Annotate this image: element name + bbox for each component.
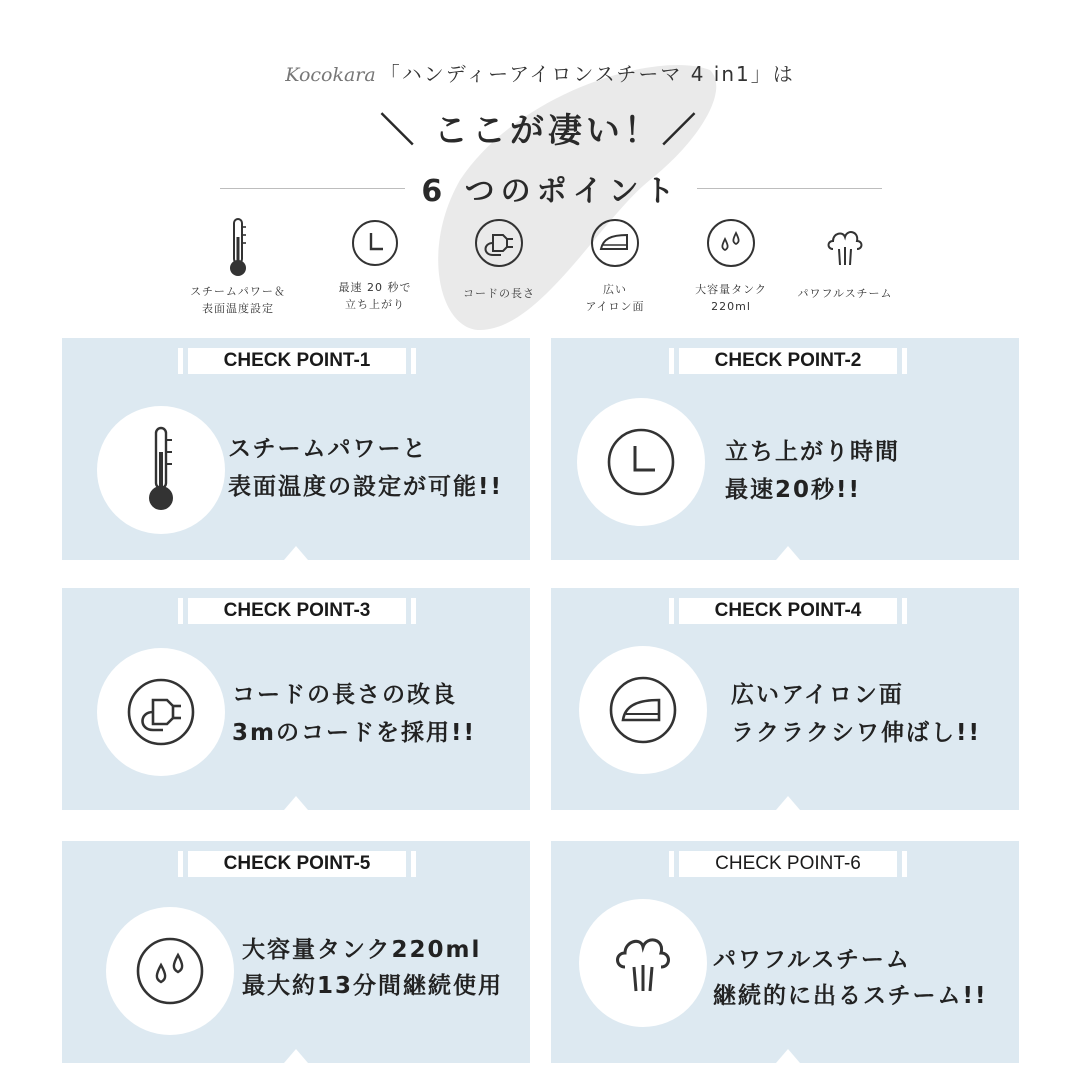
thermometer-icon [210,215,266,279]
clock-icon [347,215,403,279]
feature-label: スチームパワー＆ [190,285,286,298]
check-point-card-3 [62,588,530,810]
icon-circle [579,646,707,774]
feature-label: 表面温度設定 [202,302,274,315]
feature-item-cord [434,215,564,300]
plug-icon [97,648,225,776]
card-text-line: 広いアイロン面 [731,682,904,708]
card-text-line: 表面温度の設定が可能!! [228,474,503,500]
steam-icon [579,899,707,1027]
card-text-line: 最速20秒!! [725,477,861,503]
clock-icon [577,398,705,526]
check-point-badge: CHECK POINT-2 [679,348,897,374]
check-point-card-5 [62,841,530,1063]
divider-right [697,188,882,189]
feature-item-steam-power [173,215,303,315]
water-drops-icon [703,215,759,279]
card-notch [776,796,800,810]
card-notch [284,796,308,810]
points-title: 6 つのポイント [421,174,681,209]
check-point-card-1 [62,338,530,560]
card-notch [284,546,308,560]
card-text-line: 3mのコードを採用!! [232,720,476,746]
icon-circle [579,899,707,1027]
feature-item-tank [666,215,796,313]
brand-logo: Kocokara [285,64,376,86]
feature-label: コードの長さ [463,287,535,300]
feature-label: アイロン面 [585,300,645,313]
check-point-badge: CHECK POINT-5 [188,851,406,877]
icon-circle [97,406,225,534]
feature-label: 大容量タンク [695,283,767,296]
feature-label: 立ち上がり [345,298,405,311]
check-point-badge: CHECK POINT-6 [679,851,897,877]
card-text-line: 立ち上がり時間 [725,439,900,465]
feature-item-startup [310,215,440,311]
points-title-block [220,166,882,210]
icon-circle [106,907,234,1035]
feature-label: 220ml [711,300,751,313]
feature-label: 最速 20 秒で [338,281,412,294]
feature-item-iron-surface [550,215,680,313]
icon-circle [97,648,225,776]
card-text-line: 継続的に出るスチーム!! [713,983,988,1009]
plug-icon [471,215,527,279]
headline: ＼ ここが凄い！／ [380,111,700,151]
card-text-line: ラクラクシワ伸ばし!! [731,720,981,746]
product-line-text: 「ハンディーアイロンスチーマ 4 in1」は [379,62,795,86]
check-point-badge: CHECK POINT-4 [679,598,897,624]
check-point-badge: CHECK POINT-3 [188,598,406,624]
check-point-card-2 [551,338,1019,560]
card-text-line: コードの長さの改良 [232,682,457,708]
feature-label: 広い [603,283,627,296]
iron-icon [579,646,707,774]
feature-label: パワフルスチーム [797,287,893,300]
iron-icon [587,215,643,279]
card-notch [776,546,800,560]
thermometer-icon [97,406,225,534]
card-text-line: パワフルスチーム [713,947,911,973]
card-notch [284,1049,308,1063]
icon-circle [577,398,705,526]
card-text-line: 最大約13分間継続使用 [242,973,504,999]
feature-item-steam [780,215,910,300]
check-point-badge: CHECK POINT-1 [188,348,406,374]
check-point-card-6 [551,841,1019,1063]
product-line-heading [0,58,1080,87]
card-notch [776,1049,800,1063]
steam-icon [817,215,873,279]
water-drops-icon [106,907,234,1035]
card-text-line: 大容量タンク220ml [242,937,482,963]
card-text-line: スチームパワーと [228,436,428,462]
check-point-card-4 [551,588,1019,810]
